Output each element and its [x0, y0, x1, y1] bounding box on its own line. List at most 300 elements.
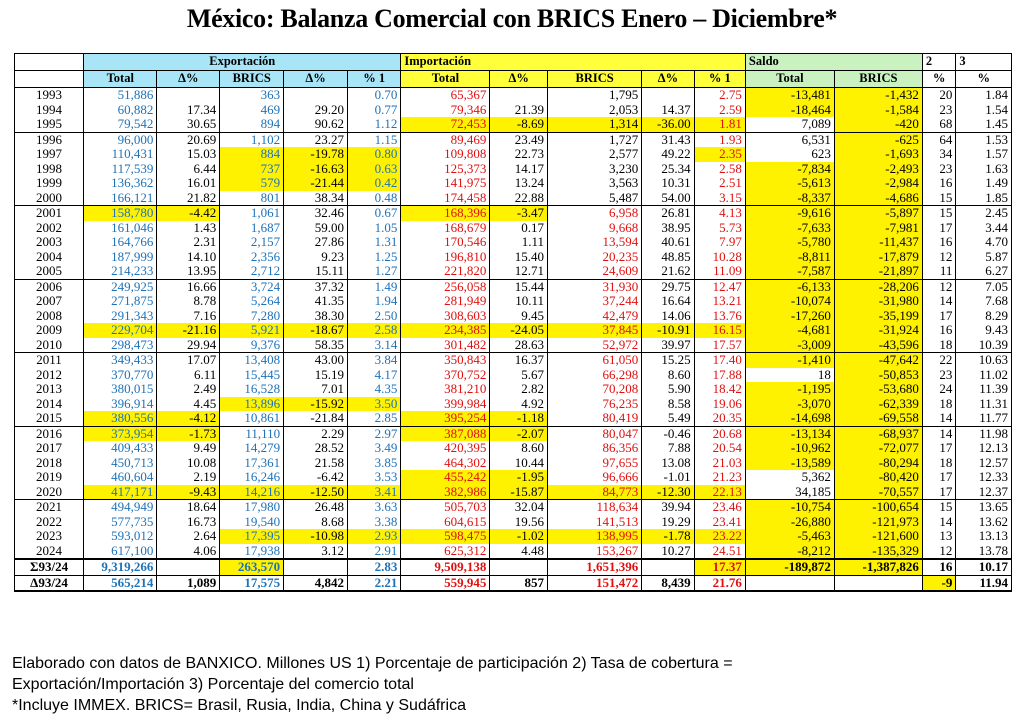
table-cell: 3,724: [220, 279, 284, 294]
table-cell: -21,897: [834, 264, 922, 279]
table-cell: 21.76: [694, 575, 745, 591]
table-cell: 32.04: [490, 500, 548, 515]
table-cell: 0.48: [347, 191, 400, 206]
table-cell: 2,577: [548, 147, 642, 162]
table-cell: 12: [922, 279, 956, 294]
table-cell: 12.47: [694, 279, 745, 294]
group-header-2: 2: [922, 54, 956, 71]
table-cell: 2.58: [694, 162, 745, 177]
table-cell: 17: [922, 221, 956, 236]
table-cell: 39.94: [642, 500, 694, 515]
table-cell: 598,475: [401, 529, 490, 544]
table-cell: 5.49: [642, 411, 694, 426]
table-cell: 11.09: [694, 264, 745, 279]
table-cell: 9,668: [548, 221, 642, 236]
table-cell: 13: [922, 529, 956, 544]
table-cell: 38.30: [284, 309, 348, 324]
table-cell: 2.82: [490, 382, 548, 397]
table-cell: 22.88: [490, 191, 548, 206]
table-cell: 90.62: [284, 117, 348, 132]
row-label: 1999: [15, 176, 84, 191]
table-cell: -5,897: [834, 206, 922, 221]
table-cell: 0.17: [490, 221, 548, 236]
table-cell: 170,546: [401, 235, 490, 250]
table-cell: 14.10: [157, 250, 220, 265]
group-header-saldo: Saldo: [745, 54, 922, 71]
table-cell: 2.19: [157, 470, 220, 485]
table-cell: 16.66: [157, 279, 220, 294]
table-cell: -7,981: [834, 221, 922, 236]
table-cell: 4.17: [347, 368, 400, 383]
table-cell: -3,070: [745, 397, 834, 412]
table-cell: 79,346: [401, 103, 490, 118]
page-title: México: Balanza Comercial con BRICS Enero – Diciembre*: [186, 4, 838, 33]
column-header: %: [956, 71, 1012, 88]
table-cell: 37.32: [284, 279, 348, 294]
table-cell: 0.63: [347, 162, 400, 177]
table-cell: 1,102: [220, 132, 284, 147]
table-cell: 118,634: [548, 500, 642, 515]
table-row: [15, 338, 1012, 353]
table-cell: 349,433: [84, 353, 157, 368]
table-cell: 2.83: [347, 559, 400, 575]
table-cell: 1.12: [347, 117, 400, 132]
table-cell: 2,157: [220, 235, 284, 250]
table-cell: 1,651,396: [548, 559, 642, 575]
table-cell: 370,752: [401, 368, 490, 383]
table-cell: 16.37: [490, 353, 548, 368]
row-label: 2015: [15, 411, 84, 426]
table-cell: 13.13: [956, 529, 1012, 544]
table-cell: 396,914: [84, 397, 157, 412]
table-cell: 2.49: [157, 382, 220, 397]
table-cell: -5,463: [745, 529, 834, 544]
table-cell: 1.85: [956, 191, 1012, 206]
table-cell: 281,949: [401, 294, 490, 309]
table-cell: 271,875: [84, 294, 157, 309]
table-cell: -3.47: [490, 206, 548, 221]
row-label: 1994: [15, 103, 84, 118]
table-cell: 9.45: [490, 309, 548, 324]
table-cell: 151,472: [548, 575, 642, 591]
table-cell: 10,861: [220, 411, 284, 426]
table-cell: 13.95: [157, 264, 220, 279]
table-cell: 1,795: [548, 88, 642, 103]
table-cell: 5.90: [642, 382, 694, 397]
table-cell: 0.80: [347, 147, 400, 162]
column-header: % 1: [347, 71, 400, 88]
table-cell: 2,053: [548, 103, 642, 118]
table-cell: 4.45: [157, 397, 220, 412]
table-cell: 1.93: [694, 132, 745, 147]
table-cell: -17,260: [745, 309, 834, 324]
table-cell: 161,046: [84, 221, 157, 236]
table-cell: 2.21: [347, 575, 400, 591]
table-cell: 17.57: [694, 338, 745, 353]
table-row: [15, 323, 1012, 338]
table-cell: -80,420: [834, 470, 922, 485]
table-cell: 559,945: [401, 575, 490, 591]
table-row: [15, 132, 1012, 147]
table-cell: 16.73: [157, 515, 220, 530]
table-cell: 13.76: [694, 309, 745, 324]
table-cell: 42,479: [548, 309, 642, 324]
table-cell: 14,216: [220, 485, 284, 500]
group-header-row: [15, 54, 1012, 71]
table-cell: 256,058: [401, 279, 490, 294]
table-cell: 18: [922, 456, 956, 471]
table-cell: -1.73: [157, 426, 220, 441]
table-cell: 51,886: [84, 88, 157, 103]
table-cell: 380,556: [84, 411, 157, 426]
table-cell: 1.25: [347, 250, 400, 265]
table-cell: 11,110: [220, 426, 284, 441]
table-cell: 5,264: [220, 294, 284, 309]
table-cell: 196,810: [401, 250, 490, 265]
table-cell: 23.27: [284, 132, 348, 147]
table-cell: [157, 559, 220, 575]
table-cell: 28.52: [284, 441, 348, 456]
table-cell: 4.48: [490, 544, 548, 560]
table-cell: 29.75: [642, 279, 694, 294]
table-cell: 164,766: [84, 235, 157, 250]
table-row: [15, 103, 1012, 118]
table-row: [15, 411, 1012, 426]
table-cell: 23: [922, 103, 956, 118]
table-cell: -1.18: [490, 411, 548, 426]
table-cell: 110,431: [84, 147, 157, 162]
footnote-line: *Incluye IMMEX. BRICS= Brasil, Rusia, India, China y Sudáfrica: [12, 697, 466, 714]
table-cell: 1,687: [220, 221, 284, 236]
table-cell: 249,925: [84, 279, 157, 294]
table-cell: 1.49: [956, 176, 1012, 191]
table-cell: -80,294: [834, 456, 922, 471]
table-cell: 4.70: [956, 235, 1012, 250]
table-cell: 16,528: [220, 382, 284, 397]
row-label: 2010: [15, 338, 84, 353]
table-cell: 5.73: [694, 221, 745, 236]
table-cell: 18: [922, 338, 956, 353]
table-cell: 16.15: [694, 323, 745, 338]
table-cell: 21.39: [490, 103, 548, 118]
table-cell: -70,557: [834, 485, 922, 500]
table-cell: 59.00: [284, 221, 348, 236]
table-cell: 625,312: [401, 544, 490, 560]
table-cell: -14,698: [745, 411, 834, 426]
table-cell: 623: [745, 147, 834, 162]
table-cell: 1,727: [548, 132, 642, 147]
row-label: 1996: [15, 132, 84, 147]
table-cell: 17,361: [220, 456, 284, 471]
table-cell: 395,254: [401, 411, 490, 426]
table-cell: 17.34: [157, 103, 220, 118]
table-cell: 3.14: [347, 338, 400, 353]
table-cell: 565,214: [84, 575, 157, 591]
table-cell: -10,074: [745, 294, 834, 309]
table-cell: 97,655: [548, 456, 642, 471]
table-cell: 450,713: [84, 456, 157, 471]
table-row: [15, 294, 1012, 309]
table-cell: 2.31: [157, 235, 220, 250]
table-cell: -72,077: [834, 441, 922, 456]
table-cell: 16: [922, 235, 956, 250]
table-cell: 2.91: [347, 544, 400, 560]
table-cell: 1,061: [220, 206, 284, 221]
table-cell: 15: [922, 500, 956, 515]
row-label: 2006: [15, 279, 84, 294]
table-cell: -7,587: [745, 264, 834, 279]
table-row: [15, 559, 1012, 575]
table-cell: 6.27: [956, 264, 1012, 279]
table-cell: -100,654: [834, 500, 922, 515]
table-cell: 17.37: [694, 559, 745, 575]
table-cell: 15.11: [284, 264, 348, 279]
table-cell: 15.40: [490, 250, 548, 265]
table-cell: 64: [922, 132, 956, 147]
table-cell: 17: [922, 309, 956, 324]
table-cell: 460,604: [84, 470, 157, 485]
table-cell: 2.51: [694, 176, 745, 191]
table-cell: 60,882: [84, 103, 157, 118]
column-header: Δ%: [490, 71, 548, 88]
row-label: 2023: [15, 529, 84, 544]
table-cell: 6.11: [157, 368, 220, 383]
table-cell: 3.85: [347, 456, 400, 471]
table-cell: 9,376: [220, 338, 284, 353]
table-cell: 0.42: [347, 176, 400, 191]
row-label: 2007: [15, 294, 84, 309]
table-cell: 34,185: [745, 485, 834, 500]
row-label: 2009: [15, 323, 84, 338]
table-cell: 0.70: [347, 88, 400, 103]
table-cell: -9.43: [157, 485, 220, 500]
table-cell: 70,208: [548, 382, 642, 397]
table-cell: 43.00: [284, 353, 348, 368]
table-cell: -19.78: [284, 147, 348, 162]
table-cell: 80,419: [548, 411, 642, 426]
table-cell: 12.13: [956, 441, 1012, 456]
table-cell: -1,387,826: [834, 559, 922, 575]
table-cell: 141,975: [401, 176, 490, 191]
table-cell: 7,280: [220, 309, 284, 324]
table-cell: -4.42: [157, 206, 220, 221]
table-cell: 84,773: [548, 485, 642, 500]
table-cell: 3.63: [347, 500, 400, 515]
table-cell: 1.31: [347, 235, 400, 250]
table-cell: [284, 88, 348, 103]
table-cell: -9: [922, 575, 956, 591]
table-cell: 20: [922, 88, 956, 103]
table-cell: 263,570: [220, 559, 284, 575]
table-cell: 7.01: [284, 382, 348, 397]
row-label: 1997: [15, 147, 84, 162]
table-cell: 4.92: [490, 397, 548, 412]
table-cell: 68: [922, 117, 956, 132]
table-cell: 16.01: [157, 176, 220, 191]
table-cell: 301,482: [401, 338, 490, 353]
table-cell: 464,302: [401, 456, 490, 471]
table-cell: 1.49: [347, 279, 400, 294]
table-cell: 8,439: [642, 575, 694, 591]
table-row: [15, 221, 1012, 236]
table-cell: 229,704: [84, 323, 157, 338]
table-cell: 381,210: [401, 382, 490, 397]
table-cell: -10,962: [745, 441, 834, 456]
table-cell: 5,362: [745, 470, 834, 485]
table-cell: 17: [922, 441, 956, 456]
table-cell: 17.07: [157, 353, 220, 368]
table-cell: 10.11: [490, 294, 548, 309]
table-cell: 15.03: [157, 147, 220, 162]
column-header: %: [922, 71, 956, 88]
table-cell: 420,395: [401, 441, 490, 456]
table-cell: 20,235: [548, 250, 642, 265]
table-row: [15, 544, 1012, 560]
table-cell: 308,603: [401, 309, 490, 324]
row-label: 2008: [15, 309, 84, 324]
table-row: [15, 441, 1012, 456]
table-cell: 3,230: [548, 162, 642, 177]
table-cell: 9.23: [284, 250, 348, 265]
table-cell: -31,980: [834, 294, 922, 309]
table-cell: -50,853: [834, 368, 922, 383]
table-cell: 37,244: [548, 294, 642, 309]
group-header-exportacion: Exportación: [84, 54, 401, 71]
table-cell: 4.13: [694, 206, 745, 221]
table-cell: -0.46: [642, 426, 694, 441]
table-cell: -4.12: [157, 411, 220, 426]
table-cell: 26.48: [284, 500, 348, 515]
table-cell: 39.97: [642, 338, 694, 353]
table-cell: 13.21: [694, 294, 745, 309]
table-cell: -8,337: [745, 191, 834, 206]
row-label: 2012: [15, 368, 84, 383]
table-cell: 168,679: [401, 221, 490, 236]
table-row: [15, 470, 1012, 485]
table-cell: -36.00: [642, 117, 694, 132]
table-cell: -10.91: [642, 323, 694, 338]
table-cell: 80,047: [548, 426, 642, 441]
row-label: 2000: [15, 191, 84, 206]
table-cell: 17,980: [220, 500, 284, 515]
column-header-row: [15, 71, 1012, 88]
table-cell: 0.67: [347, 206, 400, 221]
table-cell: -15.92: [284, 397, 348, 412]
table-row: [15, 264, 1012, 279]
table-cell: -69,558: [834, 411, 922, 426]
table-cell: 187,999: [84, 250, 157, 265]
table-row: [15, 162, 1012, 177]
table-cell: 13,408: [220, 353, 284, 368]
table-cell: 10.31: [642, 176, 694, 191]
table-cell: 387,088: [401, 426, 490, 441]
table-cell: -1,584: [834, 103, 922, 118]
table-cell: -24.05: [490, 323, 548, 338]
table-cell: -1,432: [834, 88, 922, 103]
table-cell: 136,362: [84, 176, 157, 191]
table-cell: 409,433: [84, 441, 157, 456]
table-cell: -16.63: [284, 162, 348, 177]
table-cell: 505,703: [401, 500, 490, 515]
table-cell: 737: [220, 162, 284, 177]
table-cell: 2.75: [694, 88, 745, 103]
table-cell: -1.95: [490, 470, 548, 485]
table-cell: 14: [922, 411, 956, 426]
table-cell: 13.08: [642, 456, 694, 471]
table-cell: 16,246: [220, 470, 284, 485]
table-cell: 363: [220, 88, 284, 103]
table-cell: 7.16: [157, 309, 220, 324]
table-cell: -8,212: [745, 544, 834, 560]
table-cell: -4,681: [745, 323, 834, 338]
table-cell: -1,410: [745, 353, 834, 368]
table-cell: 8.60: [642, 368, 694, 383]
column-header: BRICS: [834, 71, 922, 88]
table-cell: [642, 88, 694, 103]
table-cell: 11.77: [956, 411, 1012, 426]
row-label: Δ93/24: [15, 575, 84, 591]
table-cell: 38.95: [642, 221, 694, 236]
table-cell: 153,267: [548, 544, 642, 560]
table-cell: 49.22: [642, 147, 694, 162]
table-cell: -1,693: [834, 147, 922, 162]
column-header: BRICS: [548, 71, 642, 88]
table-cell: 125,373: [401, 162, 490, 177]
table-cell: 15.19: [284, 368, 348, 383]
table-cell: 15: [922, 206, 956, 221]
table-cell: 11: [922, 264, 956, 279]
table-cell: 16: [922, 559, 956, 575]
row-label: 2003: [15, 235, 84, 250]
table-cell: 19.56: [490, 515, 548, 530]
table-cell: 23: [922, 162, 956, 177]
table-cell: 89,469: [401, 132, 490, 147]
table-cell: 19,540: [220, 515, 284, 530]
table-cell: 19.06: [694, 397, 745, 412]
table-cell: 17,395: [220, 529, 284, 544]
row-label: 2005: [15, 264, 84, 279]
table-cell: -31,924: [834, 323, 922, 338]
column-header: Δ%: [642, 71, 694, 88]
row-label: 2004: [15, 250, 84, 265]
table-cell: 1.81: [694, 117, 745, 132]
table-cell: 10.39: [956, 338, 1012, 353]
table-cell: 168,396: [401, 206, 490, 221]
group-header-importacion: Importación: [401, 54, 746, 71]
table-cell: 291,343: [84, 309, 157, 324]
table-cell: 12: [922, 544, 956, 560]
table-cell: 857: [490, 575, 548, 591]
table-cell: 17: [922, 470, 956, 485]
table-cell: 158,780: [84, 206, 157, 221]
table-row: [15, 456, 1012, 471]
table-cell: 617,100: [84, 544, 157, 560]
table-cell: 7.97: [694, 235, 745, 250]
table-cell: 1.11: [490, 235, 548, 250]
table-cell: 14.06: [642, 309, 694, 324]
table-cell: 6.44: [157, 162, 220, 177]
footnote-line: Exportación/Importación 3) Porcentaje del comercio total: [12, 676, 414, 693]
table-cell: 27.86: [284, 235, 348, 250]
table-cell: -21.16: [157, 323, 220, 338]
table-cell: 34: [922, 147, 956, 162]
row-label: 2001: [15, 206, 84, 221]
table-cell: -21.44: [284, 176, 348, 191]
table-cell: 21.62: [642, 264, 694, 279]
table-cell: 2.64: [157, 529, 220, 544]
table-cell: -18,464: [745, 103, 834, 118]
table-cell: 40.61: [642, 235, 694, 250]
